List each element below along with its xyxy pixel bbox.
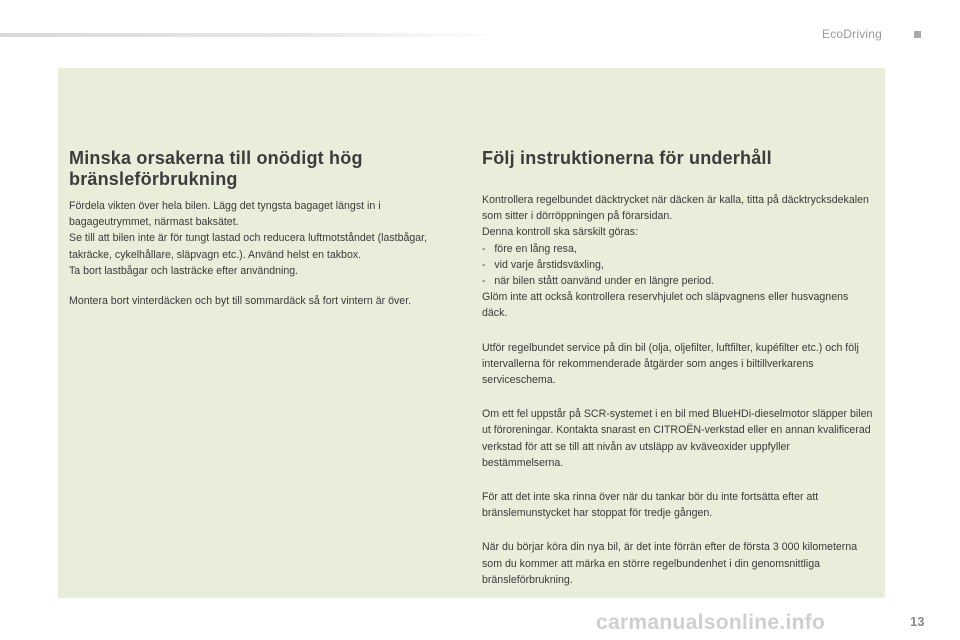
section-marker xyxy=(914,31,921,38)
right-heading: Följ instruktionerna för underhåll xyxy=(482,148,772,168)
watermark: carmanualsonline.info xyxy=(596,611,826,634)
page-number: 13 xyxy=(910,614,925,629)
right-column xyxy=(482,148,874,606)
right-paragraph-service: Utför regelbundet service på din bil (olja, oljefilter, luftfilter, kupéfilter etc.) och följ intervallerna för rekommenderade åtgärder som anges i biltillverkarens serviceschema. xyxy=(482,341,859,387)
right-paragraph-refuel: För att det inte ska rinna över när du tankar bör du inte fortsätta efter att bränslemunstycket har stoppat för tredje gången. xyxy=(482,491,819,520)
right-paragraph-tyre-pressure: Kontrollera regelbundet däcktrycket när däcken är kalla, titta på däcktrycksdekalen som sitter i dörröppningen på förarsidan. Denna kontroll ska särskilt göras: - före en lång resa, - vid varje årstidsväxling, - när bilen stått oanvänd under en längre period. Glöm inte att också kontrollera reservhjulet och släpvagnens eller husvagnens däck. xyxy=(482,194,869,320)
left-column xyxy=(69,148,449,323)
header-rule xyxy=(0,33,500,37)
right-paragraph-scr: Om ett fel uppstår på SCR-systemet i en bil med BlueHDi-dieselmotor släpper bilen ut föroreningar. Kontakta snarast en CITROËN-verkstad eller en annan kvalificerad verkstad för att se till att nivån av utsläpp av kväveoxider uppfyller bestämmelserna. xyxy=(482,408,873,469)
left-paragraph-weight: Fördela vikten över hela bilen. Lägg det tyngsta bagaget längst in i bagageutrymmet, närmast baksätet. Se till att bilen inte är för tungt lastad och reducera luftmotståndet (lastbågar, takräcke, cykelhållare, släpvagn etc.). Använd helst en takbox. Ta bort lastbågar och lasträcke efter användning. xyxy=(69,200,428,277)
left-paragraph-tyres: Montera bort vinterdäcken och byt till sommardäck så fort vintern är över. xyxy=(69,295,412,308)
section-title: EcoDriving xyxy=(822,27,883,41)
right-paragraph-new-car: När du börjar köra din nya bil, är det inte förrän efter de första 3 000 kilometerna som du kommer att märka en större regelbundenhet i din genomsnittliga bränsleförbrukning. xyxy=(482,541,858,586)
left-heading: Minska orsakerna till onödigt hög bränsleförbrukning xyxy=(69,148,363,189)
